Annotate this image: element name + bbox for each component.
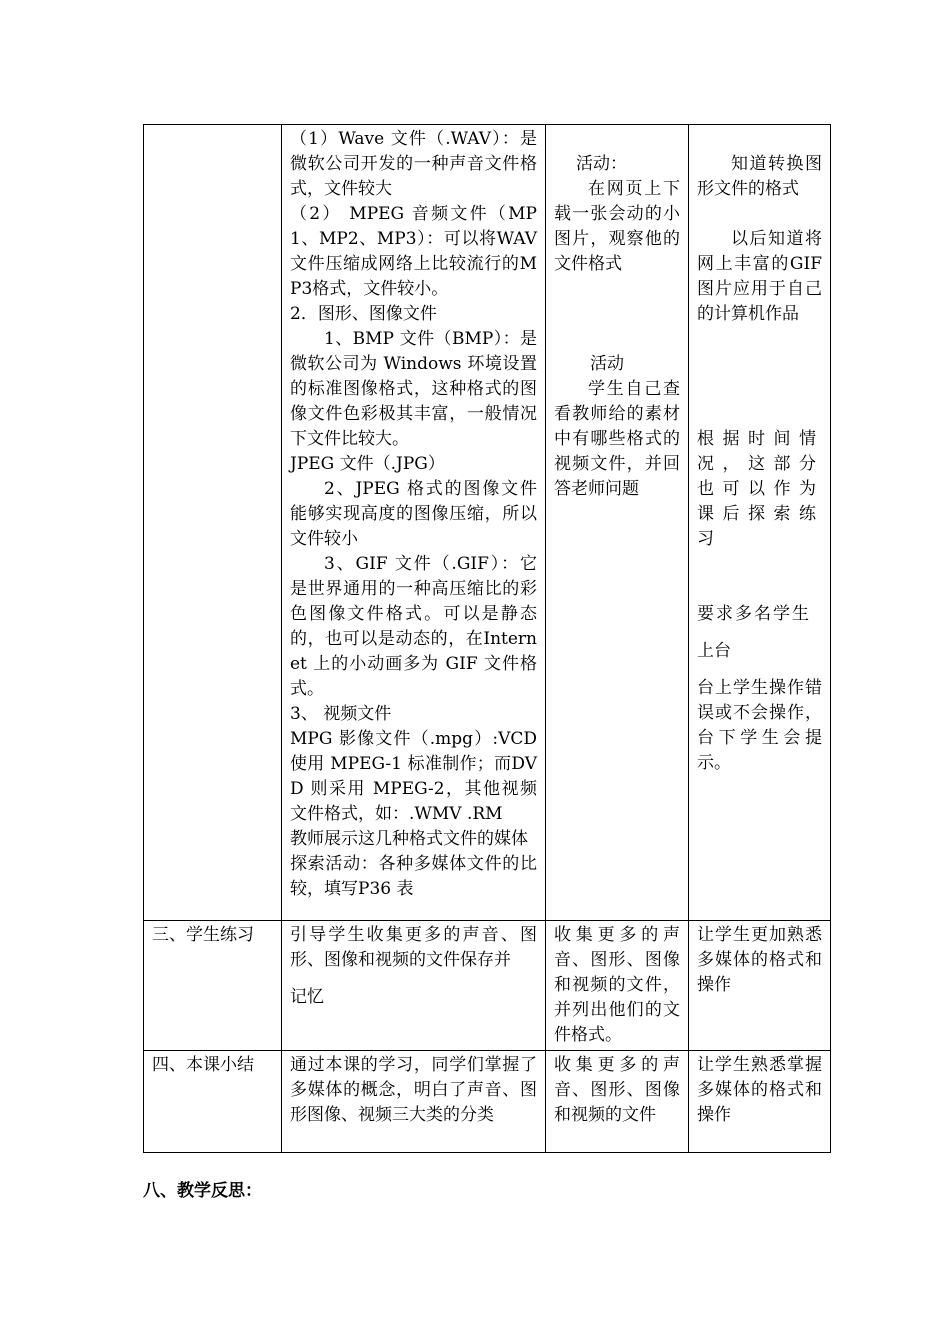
design-intent-cell <box>689 125 831 921</box>
activity-text: 学生自己查看教师给的素材中有哪些格式的视频文件，并回答老师问题 <box>554 379 680 499</box>
content-paragraph: 探索活动：各种多媒体文件的比较，填写P36 表 <box>290 854 537 899</box>
content-paragraph: 2．图形、图像文件 <box>290 304 437 324</box>
content-paragraph: 1、BMP 文件（BMP）：是微软公司为 Windows 环境设置的标准图像格式，这种格式的图像文件色彩极其丰富，一般情况下文件比较大。 <box>290 329 537 449</box>
content-cell <box>282 125 546 921</box>
content-paragraph: 教师展示这几种格式文件的媒体 <box>290 829 528 849</box>
content-paragraph: MPG 影像文件（.mpg）:VCD 使用 MPEG-1 标准制作；而DVD 则采用 MPEG-2，其他视频文件格式，如：.WMV .RM <box>290 729 537 824</box>
student-activity-cell: 收集更多的声音、图形、图像和视频的文件，并列出他们的文件格式。 <box>546 921 689 1051</box>
lesson-plan-table <box>143 124 831 1153</box>
activity-label: 活动 <box>590 354 624 374</box>
intent-text: 知道转换图形文件的格式 <box>697 154 822 199</box>
table-row <box>144 921 831 1051</box>
student-activity-cell: 收集更多的声音、图形、图像和视频的文件 <box>546 1051 689 1153</box>
intent-text: 上台 <box>697 641 731 661</box>
stage-cell: 三、学生练习 <box>144 921 282 1051</box>
table-row <box>144 125 831 921</box>
content-paragraph: 记忆 <box>290 987 324 1007</box>
student-activity-cell <box>546 125 689 921</box>
content-paragraph: （2） MPEG 音频文件（MP1、MP2、MP3）：可以将WAV 文件压缩成网络上比较流行的MP3格式，文件较小。 <box>290 204 537 299</box>
activity-label: 活动： <box>576 154 627 174</box>
activity-text: 在网页上下载一张会动的小图片，观察他的文件格式 <box>554 179 680 274</box>
table-row <box>144 1051 831 1153</box>
intent-text: 台上学生操作错误或不会操作，台下学生会提示。 <box>697 678 822 773</box>
content-paragraph: 3、 视频文件 <box>290 704 392 724</box>
content-paragraph: 引导学生收集更多的声音、图形、图像和视频的文件保存并 <box>290 925 537 970</box>
stage-cell: 四、本课小结 <box>144 1051 282 1153</box>
intent-text: 要求多名学生 <box>697 604 811 624</box>
content-paragraph: JPEG 文件（.JPG） <box>290 454 445 474</box>
intent-text: 根据时间情况，这部分也可以作为课后探索练习 <box>697 429 822 549</box>
content-cell: 通过本课的学习，同学们掌握了多媒体的概念，明白了声音、图形图像、视频三大类的分类 <box>282 1051 546 1153</box>
content-paragraph: （1）Wave 文件（.WAV）：是微软公司开发的一种声音文件格式，文件较大 <box>290 129 537 199</box>
intent-text: 以后知道将网上丰富的GIF 图片应用于自己的计算机作品 <box>697 229 822 324</box>
content-paragraph: 2、JPEG 格式的图像文件能够实现高度的图像压缩，所以文件较小 <box>290 479 537 549</box>
design-intent-cell: 让学生更加熟悉多媒体的格式和操作 <box>689 921 831 1051</box>
design-intent-cell: 让学生熟悉掌握多媒体的格式和操作 <box>689 1051 831 1153</box>
stage-cell <box>144 125 282 921</box>
reflection-heading: 八、教学反思： <box>143 1181 262 1201</box>
content-paragraph: 3、GIF 文件（.GIF）：它是世界通用的一种高压缩比的彩色图像文件格式。可以是静态的，也可以是动态的，在Internet 上的小动画多为 GIF 文件格式。 <box>290 554 537 699</box>
content-cell <box>282 921 546 1051</box>
